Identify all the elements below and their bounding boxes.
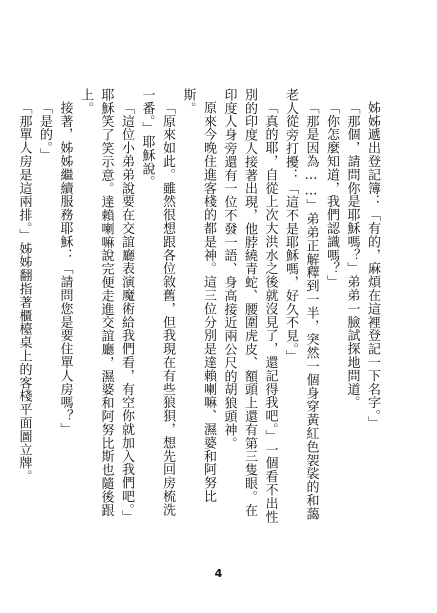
page-number: 4 [214,567,223,580]
paragraph: 「原來如此。雖然很想跟各位敘舊，但我現在有些狼狽，想先回房梳洗一番。」耶穌說。 [139,88,175,517]
paragraph: 「真的耶，自從上次大洪水之後就沒見了，還記得我吧。」一個看不出性別的印度人接著出現，他脖繞青蛇、腰圍虎皮、額頭上還有第三隻眼。在印度人身旁還有一位不發一語、身高接近兩公尺的胡狼頭神。 [221,88,278,524]
paragraph: 「你怎麼知道，我們認識嗎？」 [324,101,339,289]
paragraph: 「這位小弟弟說要在交誼廳表演魔術給我們看，有空你就加入我們吧。」耶穌笑了笑示意。達賴喇嘛說完便走進交誼廳，濕婆和阿努比斯也隨後跟上。 [78,88,134,524]
paragraph: 姊姊遞出登記簿：「有的，麻煩在這裡登記一下名字。」 [365,101,380,430]
paragraph: 原來今晚住進客棧的都是神。這三位分別是達賴喇嘛、濕婆和阿努比斯。 [180,88,216,503]
body-text [13,88,382,528]
paragraph: 「那個，請問你是耶穌嗎？」弟弟一臉試探地問道。 [344,101,360,410]
paragraph: 「那單人房是這兩排。」姊姊翻指著櫃檯桌上的客棧平面圖立牌。 [16,101,32,484]
paragraph: 「那是因為……」弟弟正解釋到一半，突然一個身穿黃紅色袈裟的和藹老人從旁打擾：「這不是耶穌嗎，好久不見。」 [283,88,319,521]
paragraph: 「是的。」 [37,101,52,162]
paragraph: 接著，姊姊繼續服務耶穌：「請問您是要住單人房嗎？」 [57,101,73,436]
